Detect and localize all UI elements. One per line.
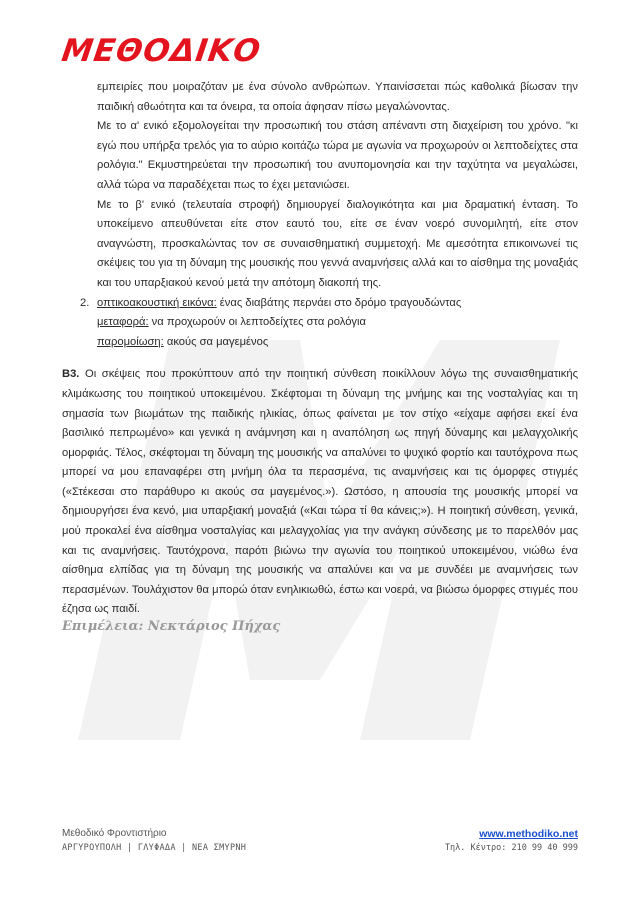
figure-metaphor <box>97 313 461 333</box>
paragraph-continued: εμπειρίες που μοιραζόταν με ένα σύνολο ανθρώπων. Υπαινίσσεται πώς καθολικά βίωσαν την παιδική αθωότητα και τα όνειρα, τα οποία άφησαν πίσω μεγαλώνοντας. <box>97 81 578 113</box>
figure-text: να προχωρούν οι λεπτοδείχτες στα ρολόγια <box>148 316 366 329</box>
footer-phone: Τηλ. Κέντρο: 210 99 40 999 <box>444 843 578 853</box>
figures-of-speech <box>97 294 461 353</box>
figure-label: παρομοίωση: <box>97 335 164 348</box>
b3-label: Β3. <box>62 368 80 381</box>
figure-text: ακούς σα μαγεμένος <box>163 335 269 348</box>
continued-section <box>97 78 578 294</box>
footer-locations: ΑΡΓΥΡΟΥΠΟΛΗ | ΓΛΥΦΑΔΑ | ΝΕΑ ΣΜΥΡΝΗ <box>62 843 247 853</box>
b3-text: Οι σκέψεις που προκύπτουν από την ποιητική σύνθεση ποικίλλουν λόγω της συναισθηματικής κλιμάκωσης του ποιητικού υποκειμένου. Σκέφτομαι τη δύναμη της μνήμης και της νοσταλγίας και τη σημασία των βιωμάτων της παιδικής ηλικίας, όπως φαίνεται με τον στίχο «είχαμε αφήσει εκεί ένα βασιλικό πεπρωμένο» και γενικά η ανάμνηση και η αναπόληση ως πηγή δύναμης και μελαγχολικής ομορφιάς. Τέλος, σκέφτομαι τη δύναμη της μουσικής να απαλύνει το ψυχικό φορτίο και ταυτόχρονα πως μπορεί να μου επαναφέρει στη μνήμη όλα τα περασμένα, τις αναμνήσεις και τις όμορφες στιγμές («Στέκεσαι στο παράθυρο κι ακούς σα μαγεμένος.»). Ωστόσο, η απουσία της μουσικής μπορεί να δημιουργήσει ένα κενό, μια υπαρξιακή μοναξιά («Και τώρα τί θα κάνεις;»). Η ποιητική σύνθεση, γενικά, μού προκαλεί ένα αίσθημα νοσταλγίας και μελαγχολίας για την ανάγκη σύνδεσης με το παρελθόν μας και τις αναμνήσεις. Ταυτόχρονα, παρότι βιώνω την αγωνία του ποιητικού υποκειμένου, νιώθω ένα αίσθημα ελπίδας για τη δύναμη της μουσικής να απαλύνει και να με συνδέει με αναμνήσεις των περασμένων. Τουλάχιστον θα μπορώ όταν ενηλικιωθώ, έστω και νοερά, να βιώσω όμορφες στιγμές που έζησα ως παιδί. <box>62 368 578 616</box>
paragraph-first-person: Με το α' ενικό εξομολογείται την προσωπική του στάση απέναντι στη διαχείριση του χρόνο. "κι εγώ που υπήρξα τρελός για το αύριο κοιτάζω τώρα με αγωνία να προχωρούν οι λεπτοδείχτες στα ρολόγια." Εκμυστηρεύεται την προσωπική του ανυπομονησία και την ταχύτητα να μεγαλώσει, αλλά τώρα να παραδέχεται πως το έχει μετανιώσει. <box>97 120 578 191</box>
answer-b3 <box>62 365 578 620</box>
document-body <box>62 78 578 620</box>
figure-simile <box>97 333 461 353</box>
figure-label: οπτικοακουστική εικόνα: <box>97 296 217 309</box>
list-item-2 <box>62 294 578 353</box>
figure-text: ένας διαβάτης περνάει στο δρόμο τραγουδώντας <box>216 296 462 309</box>
methodiko-logo[interactable] <box>59 33 264 69</box>
page-footer <box>62 827 578 855</box>
list-number: 2. <box>80 296 90 309</box>
logo-text: ΜΕΘΟΔΙΚΟ <box>59 33 264 69</box>
paragraph-second-person: Με το β' ενικό (τελευταία στροφή) δημιουργεί διαλογικότητα και μια δραματική ένταση. Το υποκείμενο απευθύνεται είτε στον εαυτό του, είτε σε έναν νοερό συνομιλητή, είτε στον αναγνώστη, προσκαλώντας τον σε συναισθηματική συμμετοχή. Με αμεσότητα επικοινωνεί τις σκέψεις του για τη δύναμη της μουσικής που γεννά αναμνήσεις αλλά και το αίσθημα της μοναξιάς και του υπαρξιακού κενού μετά την απότομη διακοπή της. <box>97 198 578 289</box>
author-signature: Επιμέλεια: Νεκτάριος Πήχας <box>62 619 281 634</box>
footer-brand: Μεθοδικό Φροντιστήριο <box>62 828 167 839</box>
figure-audiovisual <box>97 294 461 314</box>
figure-label: μεταφορά: <box>97 316 149 329</box>
website-link[interactable]: www.methodiko.net <box>479 828 578 840</box>
